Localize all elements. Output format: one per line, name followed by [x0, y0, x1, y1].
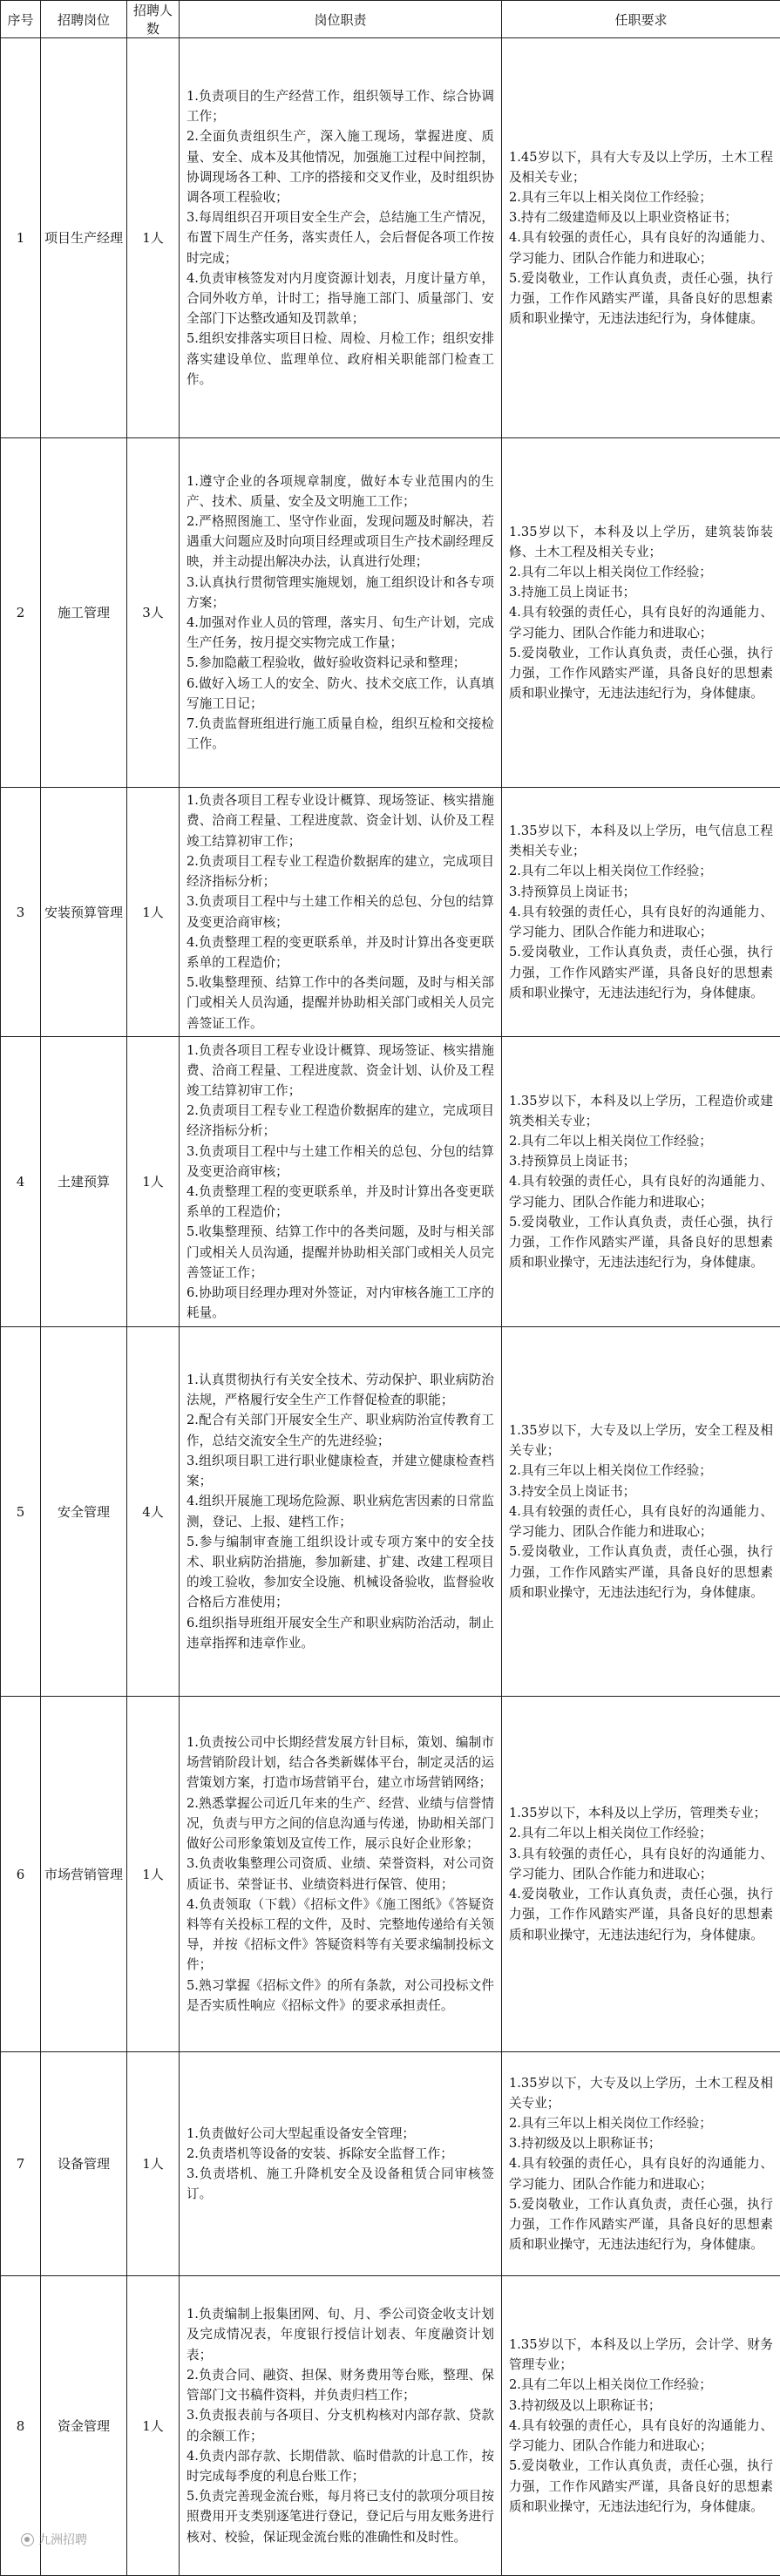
position-name: 市场营销管理 [41, 1697, 127, 2052]
requirements-cell [502, 2276, 780, 2576]
requirements-text: 1.35岁以下，大专及以上学历，土木工程及相关专业； 2.具有三年以上相关岗位工作经验； 3.持初级及以上职称证书； 4.具有较强的责任心，具有良好的沟通能力、学习能力、团队合作能力和进取心； 5.爱岗敬业，工作认真负责，责任心强，执行力强，工作作风踏实严谨，具备良好的思想素质和职业操守，无违法违纪行为，身体健康。 [502, 2071, 780, 2257]
row-number: 7 [1, 2052, 41, 2276]
table-header-row [1, 1, 780, 38]
requirements-cell [502, 1327, 780, 1697]
watermark [21, 2531, 87, 2548]
requirements-cell [502, 438, 780, 788]
row-number: 4 [1, 1037, 41, 1327]
requirements-text: 1.35岁以下，本科及以上学历，电气信息工程类相关专业； 2.具有二年以上相关岗位工作经验； 3.持预算员上岗证书； 4.具有较强的责任心，具有良好的沟通能力、学习能力、团队合作能力和进取心； 5.爱岗敬业，工作认真负责，责任心强，执行力强，工作作风踏实严谨，具备良好的思想素质和职业操守，无违法违纪行为，身体健康。 [502, 819, 780, 1005]
watermark-text: 九洲招聘 [38, 2531, 87, 2548]
duties-text: 1.负责项目的生产经营工作，组织领导工作、综合协调工作； 2.全面负责组织生产，深入施工现场，掌握进度、质量、安全、成本及其他情况，加强施工过程中间控制，协调现场各工种、工序的搭接和交叉作业，及时组织协调各项工程验收； 3.每周组织召开项目安全生产会，总结施工生产情况，布置下周生产任务，落实责任人，会后督促各项工作按时完成； 4.负责审核签发对内月度资源计划表，月度计量方单，合同外收方单，计时工；指导施工部门、质量部门、安全部门下达整改通知及罚款单； 5.组织安排落实项目日检、周检、月检工作；组织安排落实建设单位、监理单位、政府相关职能部门检查工作。 [180, 85, 501, 391]
requirements-text: 1.35岁以下，本科及以上学历，建筑装饰装修、土木工程及相关专业； 2.具有二年以上相关岗位工作经验； 3.持施工员上岗证书； 4.具有较强的责任心，具有良好的沟通能力、学习能力、团队合作能力和进取心； 5.爱岗敬业，工作认真负责，责任心强，执行力强，工作作风踏实严谨，具备良好的思想素质和职业操守，无违法违纪行为，身体健康。 [502, 520, 780, 706]
headcount: 3人 [127, 438, 180, 788]
duties-cell [180, 38, 502, 438]
position-name: 安装预算管理 [41, 788, 127, 1037]
table-row [1, 1327, 780, 1697]
headcount: 4人 [127, 1327, 180, 1697]
position-name: 项目生产经理 [41, 38, 127, 438]
requirements-cell [502, 788, 780, 1037]
position-name: 施工管理 [41, 438, 127, 788]
headcount: 1人 [127, 38, 180, 438]
row-number: 1 [1, 38, 41, 438]
headcount: 1人 [127, 1037, 180, 1327]
headcount: 1人 [127, 2276, 180, 2576]
header-requirements: 任职要求 [502, 1, 780, 38]
header-position: 招聘岗位 [41, 1, 127, 38]
row-number: 2 [1, 438, 41, 788]
requirements-text: 1.35岁以下，本科及以上学历，会计学、财务管理专业； 2.具有二年以上相关岗位工作经验； 3.持初级及以上职称证书； 4.具有较强的责任心，具有良好的沟通能力、学习能力、团队合作能力和进取心； 5.爱岗敬业，工作认真负责，责任心强，执行力强，工作作风踏实严谨，具备良好的思想素质和职业操守，无违法违纪行为，身体健康。 [502, 2333, 780, 2518]
header-count: 招聘人数 [127, 1, 180, 38]
table-row [1, 1697, 780, 2052]
duties-cell [180, 1697, 502, 2052]
duties-cell [180, 2276, 502, 2576]
duties-text: 1.负责各项目工程专业设计概算、现场签证、核实措施费、洽商工程量、工程进度款、资金计划、认价及工程竣工结算初审工作； 2.负责项目工程专业工程造价数据库的建立，完成项目经济指标分析； 3.负责项目工程中与土建工作相关的总包、分包的结算及变更洽商审核； 4.负责整理工程的变更联系单，并及时计算出各变更联系单的工程造价； 5.收集整理预、结算工作中的各类问题，及时与相关部门或相关人员沟通，提醒并协助相关部门或相关人员完善签证工作； 6.协助项目经理办理对外签证，对内审核各施工工序的耗量。 [180, 1039, 501, 1325]
duties-cell [180, 2052, 502, 2276]
requirements-text: 1.35岁以下，本科及以上学历，管理类专业； 2.具有二年以上相关岗位工作经验； 3.具有较强的责任心，具有良好的沟通能力、学习能力、团队合作能力和进取心； 4.爱岗敬业，工作认真负责，责任心强，执行力强，工作作风踏实严谨，具备良好的思想素质和职业操守，无违法违纪行为，身体健康。 [502, 1801, 780, 1946]
position-name: 土建预算 [41, 1037, 127, 1327]
position-name: 资金管理 [41, 2276, 127, 2576]
row-number: 3 [1, 788, 41, 1037]
requirements-text: 1.35岁以下，大专及以上学历，安全工程及相关专业； 2.具有三年以上相关岗位工作经验； 3.持安全员上岗证书； 4.具有较强的责任心，具有良好的沟通能力、学习能力、团队合作能力和进取心； 5.爱岗敬业，工作认真负责，责任心强，执行力强，工作作风踏实严谨，具备良好的思想素质和职业操守，无违法违纪行为，身体健康。 [502, 1419, 780, 1604]
header-duties: 岗位职责 [180, 1, 502, 38]
duties-cell [180, 1037, 502, 1327]
duties-text: 1.负责按公司中长期经营发展方针目标，策划、编制市场营销阶段计划，结合各类新媒体平台，制定灵活的运营策划方案，打造市场营销平台，建立市场营销网络； 2.熟悉掌握公司近几年来的生产、经营、业绩与信誉情况，负责与甲方之间的信息沟通与传递，协助相关部门做好公司形象策划及宣传工作，展示良好企业形象； 3.负责收集整理公司资质、业绩、荣誉资料，对公司资质证书、荣誉证书、业绩资料进行保管、使用； 4.负责领取（下载）《招标文件》《施工图纸》《答疑资料等有关投标工程的文件，及时、完整地传递给有关领导，并按《招标文件》答疑资料等有关要求编制投标文件； 5.熟习掌握《招标文件》的所有条款，对公司投标文件是否实质性响应《招标文件》的要求承担责任。 [180, 1731, 501, 2017]
table-row [1, 38, 780, 438]
requirements-text: 1.45岁以下，具有大专及以上学历，土木工程及相关专业； 2.具有三年以上相关岗位工作经验； 3.持有二级建造师及以上职业资格证书； 4.具有较强的责任心，具有良好的沟通能力、学习能力、团队合作能力和进取心； 5.爱岗敬业，工作认真负责，责任心强，执行力强，工作作风踏实严谨，具备良好的思想素质和职业操守，无违法违纪行为，身体健康。 [502, 146, 780, 331]
row-number: 5 [1, 1327, 41, 1697]
duties-text: 1.遵守企业的各项规章制度，做好本专业范围内的生产、技术、质量、安全及文明施工工作； 2.严格照图施工、坚守作业面，发现问题及时解决，若遇重大问题应及时向项目经理或项目生产技术副经理反映，并主动提出解决办法，认真进行处理； 3.认真执行贯彻管理实施规划，施工组织设计和各专项方案； 4.加强对作业人员的管理，落实月、旬生产计划，完成生产任务，按月提交实物完成工作量； 5.参加隐蔽工程验收，做好验收资料记录和整理； 6.做好入场工人的安全、防火、技术交底工作，认真填写施工日记； 7.负责监督班组进行施工质量自检，组织互检和交接检工作。 [180, 470, 501, 756]
duties-cell [180, 1327, 502, 1697]
table-row [1, 438, 780, 788]
headcount: 1人 [127, 1697, 180, 2052]
table-row [1, 1037, 780, 1327]
duties-cell [180, 438, 502, 788]
table-row [1, 788, 780, 1037]
requirements-cell [502, 38, 780, 438]
position-name: 设备管理 [41, 2052, 127, 2276]
table-row [1, 2052, 780, 2276]
requirements-cell [502, 1697, 780, 2052]
position-name: 安全管理 [41, 1327, 127, 1697]
headcount: 1人 [127, 2052, 180, 2276]
requirements-cell [502, 2052, 780, 2276]
requirements-text: 1.35岁以下，本科及以上学历，工程造价或建筑类相关专业； 2.具有二年以上相关岗位工作经验； 3.持预算员上岗证书； 4.具有较强的责任心，具有良好的沟通能力、学习能力、团队合作能力和进取心； 5.爱岗敬业，工作认真负责，责任心强，执行力强，工作作风踏实严谨，具备良好的思想素质和职业操守，无违法违纪行为，身体健康。 [502, 1089, 780, 1275]
duties-cell [180, 788, 502, 1037]
header-no: 序号 [1, 1, 41, 38]
headcount: 1人 [127, 788, 180, 1037]
table-row [1, 2276, 780, 2576]
row-number: 6 [1, 1697, 41, 2052]
row-number: 8 [1, 2276, 41, 2576]
duties-text: 1.负责各项目工程专业设计概算、现场签证、核实措施费、洽商工程量、工程进度款、资金计划、认价及工程竣工结算初审工作； 2.负责项目工程专业工程造价数据库的建立，完成项目经济指标分析； 3.负责项目工程中与土建工作相关的总包、分包的结算及变更洽商审核； 4.负责整理工程的变更联系单，并及时计算出各变更联系单的工程造价； 5.收集整理预、结算工作中的各类问题，及时与相关部门或相关人员沟通，提醒并协助相关部门或相关人员完善签证工作。 [180, 789, 501, 1034]
watermark-logo-icon [21, 2533, 34, 2546]
requirements-cell [502, 1037, 780, 1327]
duties-text: 1.负责编制上报集团网、旬、月、季公司资金收支计划及完成情况表，年度银行授信计划表、年度融资计划表； 2.负责合同、融资、担保、财务费用等台账，整理、保管部门文书稿件资料，并负责归档工作； 3.负责报表前与各项目、分支机构核对内部存款、贷款的余额工作； 4.负责内部存款、长期借款、临时借款的计息工作，按时完成每季度的利息台账工作； 5.负责完善现金流台账，每月将已支付的款项分项目按照费用开支类别逐笔进行登记，登记后与用友账务进行核对、校验，保证现金流台账的准确性和及时性。 [180, 2302, 501, 2548]
duties-text: 1.负责做好公司大型起重设备安全管理； 2.负责塔机等设备的安装、拆除安全监督工作； 3.负责塔机、施工升降机安全及设备租赁合同审核签订。 [180, 2122, 501, 2207]
duties-text: 1.认真贯彻执行有关安全技术、劳动保护、职业病防治法规，严格履行安全生产工作督促检查的职能； 2.配合有关部门开展安全生产、职业病防治宣传教育工作，总结交流安全生产的先进经验； 3.组织项目职工进行职业健康检查，并建立健康检查档案； 4.组织开展施工现场危险源、职业病危害因素的日常监测，登记、上报、建档工作； 5.参与编制审查施工组织设计或专项方案中的安全技术、职业病防治措施，参加新建、扩建、改建工程项目的竣工验收，参加安全设施、机械设备验收，监督验收合格后方准使用； 6.组织指导班组开展安全生产和职业病防治活动，制止违章指挥和违章作业。 [180, 1368, 501, 1655]
